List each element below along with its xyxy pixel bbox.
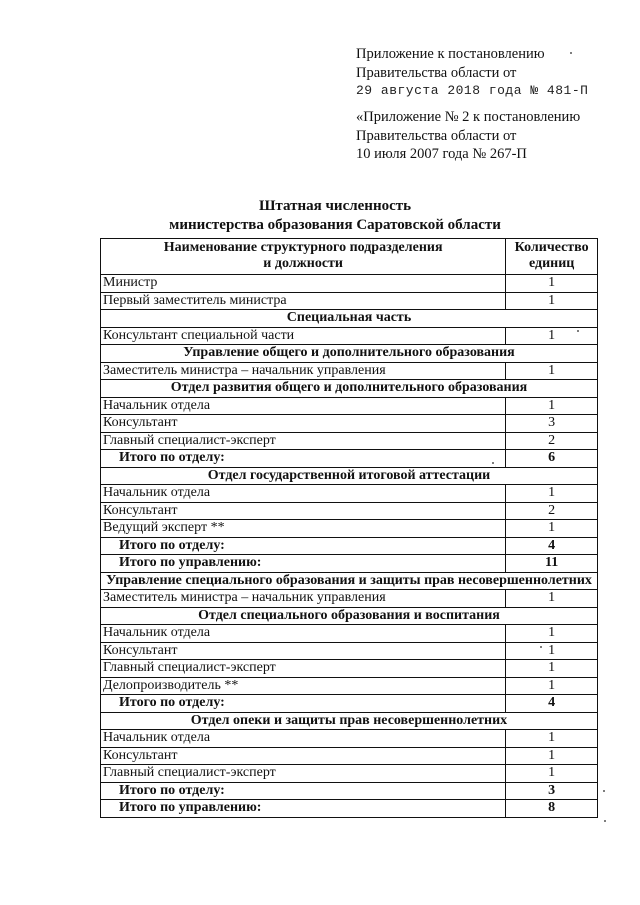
total-label: Итого по управлению:: [101, 555, 506, 573]
column-header-name-line2: и должности: [263, 256, 343, 271]
scan-speck: [577, 330, 579, 332]
total-row: [101, 800, 598, 818]
position-name: Начальник отдела: [101, 485, 506, 503]
total-row: [101, 537, 598, 555]
table-row: [101, 625, 598, 643]
table-header-row: [101, 239, 598, 275]
original-resolution-reference: [356, 108, 580, 164]
position-name: Начальник отдела: [101, 625, 506, 643]
position-name: Заместитель министра – начальник управления: [101, 362, 506, 380]
position-name: Консультант: [101, 415, 506, 433]
attachment-date-stamp: 29 августа 2018 года № 481-П: [356, 83, 589, 98]
total-label: Итого по отделу:: [101, 450, 506, 468]
position-count: 1: [506, 730, 598, 748]
total-count: 4: [506, 695, 598, 713]
position-name: Консультант: [101, 502, 506, 520]
table-row: [101, 485, 598, 503]
section-title: Специальная часть: [101, 310, 598, 328]
position-name: Главный специалист-эксперт: [101, 660, 506, 678]
section-header-row: [101, 380, 598, 398]
table-row: [101, 590, 598, 608]
total-row: [101, 555, 598, 573]
title-line-1: Штатная численность: [258, 198, 412, 214]
position-count: 1: [506, 642, 598, 660]
table-row: [101, 292, 598, 310]
section-title: Отдел специального образования и воспитания: [101, 607, 598, 625]
section-title: Управление общего и дополнительного образования: [101, 345, 598, 363]
table-row: [101, 520, 598, 538]
column-header-name: [101, 239, 506, 275]
section-title: Отдел развития общего и дополнительного образования: [101, 380, 598, 398]
title-line-2: министерства образования Саратовской области: [169, 217, 501, 233]
attachment-reference: [356, 45, 588, 101]
position-count: 1: [506, 765, 598, 783]
original-line: 10 июля 2007 года № 267-П: [356, 146, 527, 162]
total-count: 6: [506, 450, 598, 468]
column-header-name-line1: Наименование структурного подразделения: [163, 240, 443, 255]
document-title: [0, 197, 640, 235]
position-count: 1: [506, 397, 598, 415]
section-title: Управление специального образования и защиты прав несовершеннолетних: [101, 572, 598, 590]
table-row: [101, 432, 598, 450]
attachment-line: Приложение к постановлению: [356, 46, 545, 62]
position-name: Начальник отдела: [101, 730, 506, 748]
scan-speck: [570, 52, 572, 54]
scan-speck: [540, 646, 542, 648]
position-count: 1: [506, 327, 598, 345]
position-count: 1: [506, 485, 598, 503]
table-row: [101, 642, 598, 660]
position-name: Делопроизводитель **: [101, 677, 506, 695]
table-row: [101, 397, 598, 415]
position-count: 1: [506, 590, 598, 608]
attachment-line: Правительства области от: [356, 64, 517, 81]
total-label: Итого по отделу:: [101, 782, 506, 800]
section-header-row: [101, 712, 598, 730]
position-name: Главный специалист-эксперт: [101, 765, 506, 783]
scan-speck: [604, 820, 606, 822]
position-name: Ведущий эксперт **: [101, 520, 506, 538]
position-count: 3: [506, 415, 598, 433]
table-row: [101, 327, 598, 345]
table-row: [101, 275, 598, 293]
total-label: Итого по отделу:: [101, 537, 506, 555]
total-label: Итого по управлению:: [101, 800, 506, 818]
original-line: Правительства области от: [356, 127, 517, 144]
table-row: [101, 747, 598, 765]
section-title: Отдел опеки и защиты прав несовершеннолетних: [101, 712, 598, 730]
table-row: [101, 765, 598, 783]
position-name: Министр: [101, 275, 506, 293]
position-count: 1: [506, 660, 598, 678]
position-count: 1: [506, 677, 598, 695]
position-name: Консультант специальной части: [101, 327, 506, 345]
section-header-row: [101, 467, 598, 485]
position-count: 1: [506, 625, 598, 643]
section-title: Отдел государственной итоговой аттестации: [101, 467, 598, 485]
section-header-row: [101, 607, 598, 625]
original-line: «Приложение № 2 к постановлению: [356, 109, 581, 125]
position-count: 1: [506, 362, 598, 380]
column-header-count-line2: единиц: [528, 256, 575, 271]
total-count: 8: [506, 800, 598, 818]
table-row: [101, 660, 598, 678]
table-body: [101, 275, 598, 818]
staff-table: [100, 238, 598, 818]
position-count: 1: [506, 520, 598, 538]
position-name: Начальник отдела: [101, 397, 506, 415]
section-header-row: [101, 310, 598, 328]
scan-speck: [603, 790, 605, 792]
position-count: 2: [506, 432, 598, 450]
table-row: [101, 677, 598, 695]
position-name: Консультант: [101, 747, 506, 765]
section-header-row: [101, 572, 598, 590]
position-name: Консультант: [101, 642, 506, 660]
position-count: 1: [506, 275, 598, 293]
total-row: [101, 782, 598, 800]
position-count: 1: [506, 747, 598, 765]
table-row: [101, 730, 598, 748]
column-header-count-line1: Количество: [514, 240, 589, 255]
table-row: [101, 502, 598, 520]
total-count: 4: [506, 537, 598, 555]
total-row: [101, 450, 598, 468]
position-count: 2: [506, 502, 598, 520]
position-count: 1: [506, 292, 598, 310]
column-header-count: [506, 239, 598, 275]
section-header-row: [101, 345, 598, 363]
total-label: Итого по отделу:: [101, 695, 506, 713]
table-row: [101, 362, 598, 380]
total-row: [101, 695, 598, 713]
table-row: [101, 415, 598, 433]
scan-speck: [492, 462, 494, 464]
total-count: 11: [506, 555, 598, 573]
position-name: Заместитель министра – начальник управления: [101, 590, 506, 608]
total-count: 3: [506, 782, 598, 800]
position-name: Главный специалист-эксперт: [101, 432, 506, 450]
position-name: Первый заместитель министра: [101, 292, 506, 310]
